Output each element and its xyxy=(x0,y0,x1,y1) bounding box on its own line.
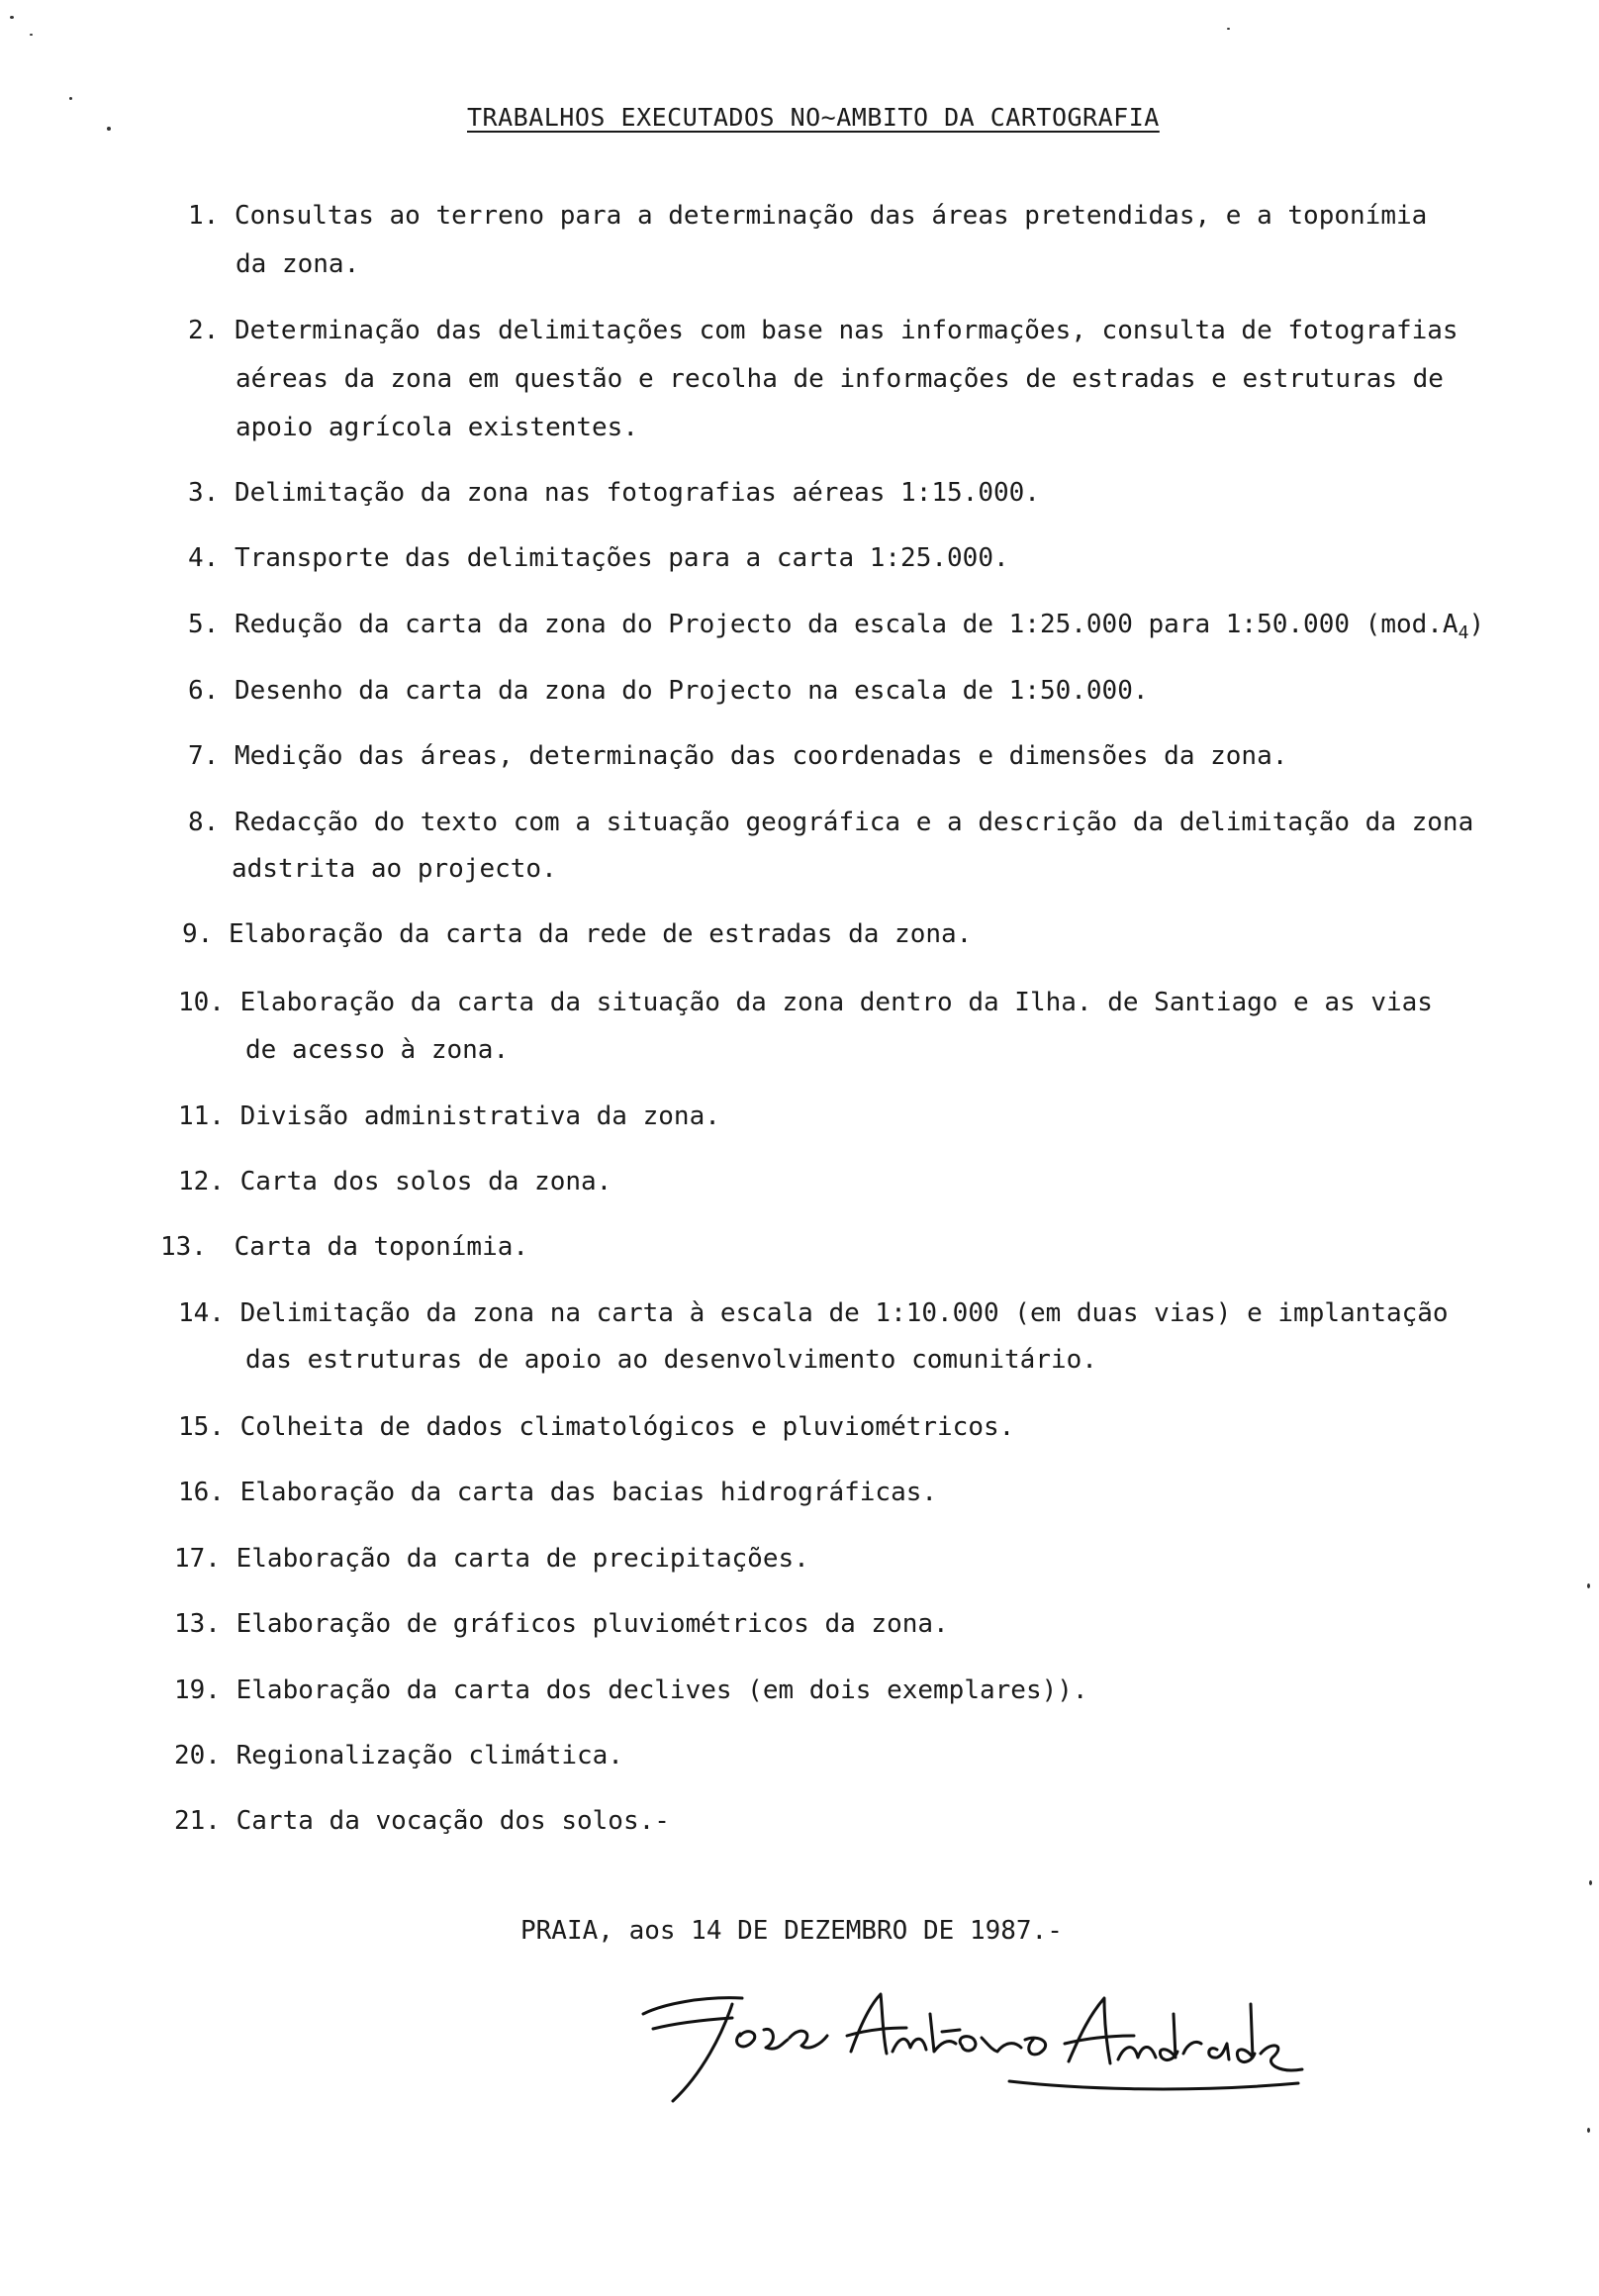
scan-speck xyxy=(1587,2128,1590,2133)
item-number: 3. xyxy=(188,478,220,508)
item-number: 4. xyxy=(188,543,220,573)
list-item xyxy=(178,1403,1014,1452)
item-text: Consultas ao terreno para a determinação das áreas pretendidas, e a toponímia xyxy=(234,201,1428,231)
item-text: Carta dos solos da zona. xyxy=(239,1167,612,1196)
list-item xyxy=(188,667,1149,716)
item-continuation: da zona. xyxy=(235,249,360,279)
list-item xyxy=(174,1732,623,1780)
item-text: Elaboração da carta da rede de estradas da zona. xyxy=(228,919,973,949)
list-item xyxy=(178,1290,1449,1338)
item-continuation: de acesso à zona. xyxy=(245,1035,510,1065)
list-item xyxy=(178,979,1433,1027)
scan-speck xyxy=(30,34,33,36)
list-item xyxy=(182,910,972,959)
item-text: Delimitação da zona na carta à escala de 1:10.000 (em duas vias) e implantação xyxy=(239,1298,1449,1328)
list-item xyxy=(178,1158,611,1206)
item-number: 16. xyxy=(178,1478,225,1507)
item-number: 6. xyxy=(188,676,220,706)
list-item xyxy=(188,601,1484,657)
item-number: 8. xyxy=(188,808,220,837)
scan-speck xyxy=(69,97,72,100)
item-number: 5. xyxy=(188,610,220,639)
item-number: 12. xyxy=(178,1167,225,1196)
item-text: Elaboração da carta das bacias hidrográficas. xyxy=(239,1478,938,1507)
item-number: 13. xyxy=(174,1609,221,1639)
item-number: 7. xyxy=(188,741,220,771)
item-text: Elaboração da carta da situação da zona dentro da Ilha. de Santiago e as vias xyxy=(239,988,1433,1017)
scan-speck xyxy=(1227,28,1230,30)
item-text: Elaboração da carta de precipitações. xyxy=(235,1544,809,1574)
list-item xyxy=(174,1600,949,1649)
item-number: 14. xyxy=(178,1298,225,1328)
list-item xyxy=(174,1797,670,1846)
signature-image xyxy=(633,1974,1306,2113)
list-item xyxy=(188,192,1427,240)
list-item xyxy=(188,732,1287,781)
item-text: Elaboração de gráficos pluviométricos da zona. xyxy=(235,1609,949,1639)
item-text: Determinação das delimitações com base nas informações, consulta de fotografias xyxy=(234,316,1458,345)
scan-speck xyxy=(1587,1583,1590,1588)
item-text: Colheita de dados climatológicos e pluviométricos. xyxy=(239,1412,1015,1442)
item-text: Elaboração da carta dos declives (em dois exemplares)). xyxy=(235,1675,1088,1705)
item-subscript: 4 xyxy=(1458,622,1469,644)
item-number: 17. xyxy=(174,1544,221,1574)
item-text: Redução da carta da zona do Projecto da escala de 1:25.000 para 1:50.000 (mod.A xyxy=(234,610,1458,639)
list-item xyxy=(160,1223,528,1272)
list-item xyxy=(178,1469,937,1517)
item-continuation: aéreas da zona em questão e recolha de informações de estradas e estruturas de xyxy=(235,364,1444,394)
list-item xyxy=(188,799,1473,847)
item-number: 11. xyxy=(178,1101,225,1131)
item-number: 13. xyxy=(160,1232,207,1262)
list-item xyxy=(188,534,1009,583)
scan-speck xyxy=(10,16,14,19)
item-number: 15. xyxy=(178,1412,225,1442)
list-item xyxy=(178,1093,720,1141)
date-line: PRAIA, aos 14 DE DEZEMBRO DE 1987.- xyxy=(520,1916,1063,1946)
list-item xyxy=(174,1535,809,1583)
item-text: Regionalização climática. xyxy=(235,1741,623,1770)
item-continuation: apoio agrícola existentes. xyxy=(235,413,638,442)
item-number: 1. xyxy=(188,201,220,231)
document-title: TRABALHOS EXECUTADOS NO~AMBITO DA CARTOGRAFIA xyxy=(467,103,1160,132)
item-text: Medição das áreas, determinação das coordenadas e dimensões da zona. xyxy=(234,741,1288,771)
item-text: Transporte das delimitações para a carta 1:25.000. xyxy=(234,543,1009,573)
item-number: 10. xyxy=(178,988,225,1017)
item-text: Delimitação da zona nas fotografias aéreas 1:15.000. xyxy=(234,478,1040,508)
scan-speck xyxy=(1589,1880,1592,1885)
item-number: 21. xyxy=(174,1806,221,1836)
list-item xyxy=(188,469,1040,518)
item-number: 19. xyxy=(174,1675,221,1705)
item-number: 20. xyxy=(174,1741,221,1770)
item-text-end: ) xyxy=(1468,610,1485,639)
scan-speck xyxy=(107,127,111,131)
item-number: 9. xyxy=(182,919,214,949)
item-number: 2. xyxy=(188,316,220,345)
item-text: Redacção do texto com a situação geográfica e a descrição da delimitação da zona xyxy=(234,808,1474,837)
list-item xyxy=(174,1667,1088,1715)
list-item xyxy=(188,307,1458,355)
item-text: Carta da toponímia. xyxy=(234,1232,529,1262)
item-continuation: adstrita ao projecto. xyxy=(232,854,557,884)
item-text: Carta da vocação dos solos.- xyxy=(235,1806,670,1836)
item-continuation: das estruturas de apoio ao desenvolvimento comunitário. xyxy=(245,1345,1097,1375)
item-text: Divisão administrativa da zona. xyxy=(239,1101,720,1131)
item-text: Desenho da carta da zona do Projecto na escala de 1:50.000. xyxy=(234,676,1149,706)
